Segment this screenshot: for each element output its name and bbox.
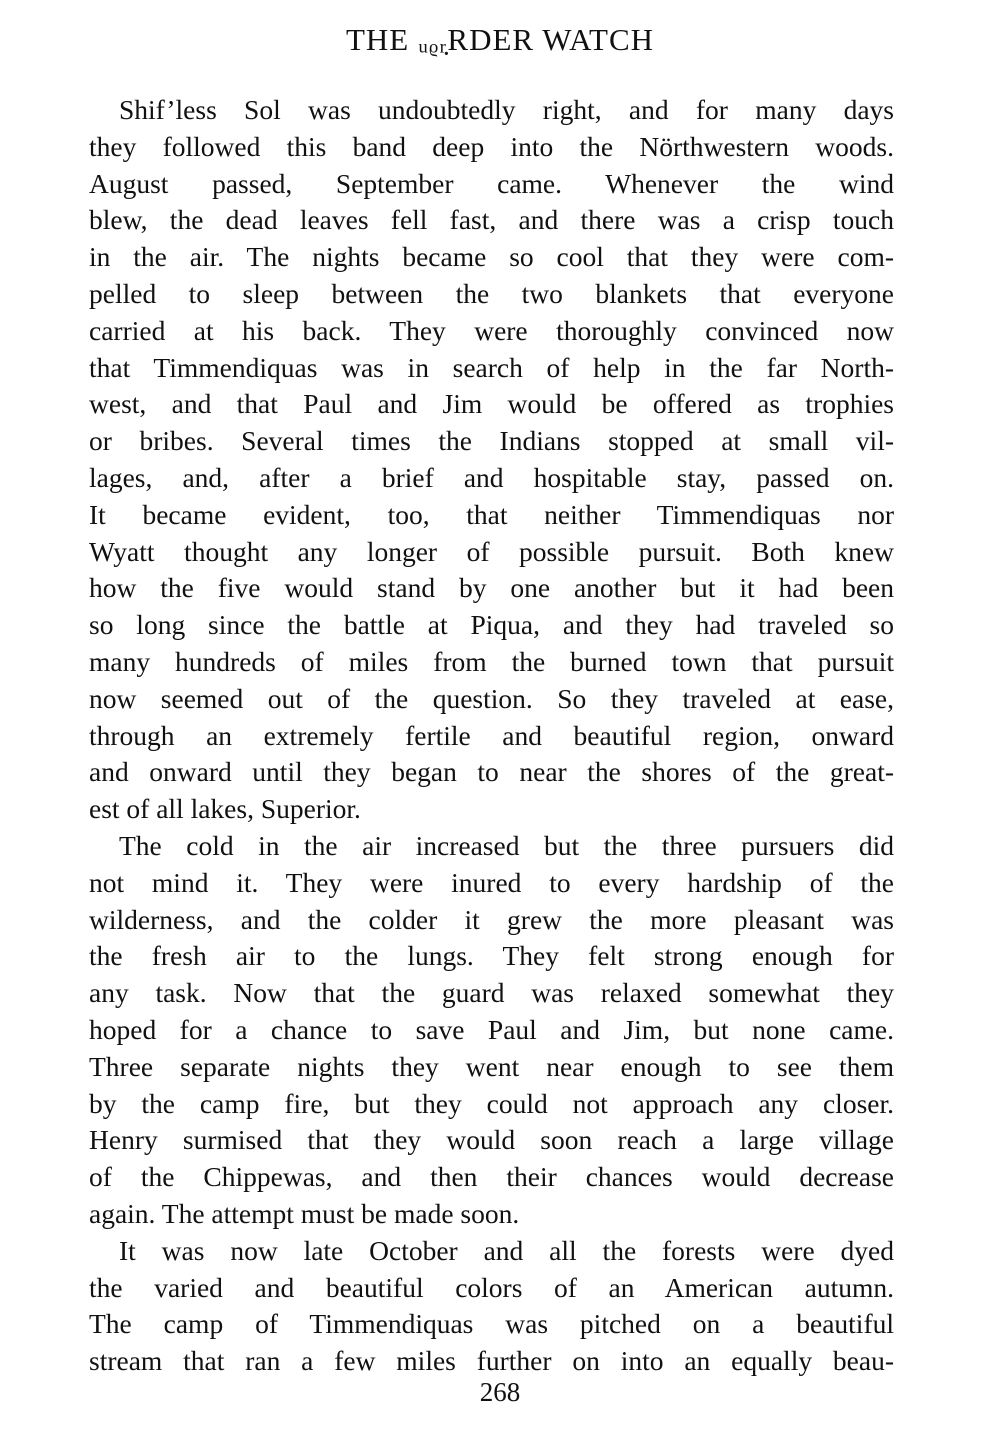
text-line: blew, the dead leaves fell fast, and there was a crisp touch	[89, 204, 894, 236]
text-line: The cold in the air increased but the three pursuers did	[119, 829, 894, 861]
text-line: again. The attempt must be made soon.	[89, 1197, 520, 1229]
text-line: the varied and beautiful colors of an American autumn.	[89, 1271, 894, 1303]
text-line: lages, and, after a brief and hospitable stay, passed on.	[89, 461, 894, 493]
text-line: It was now late October and all the forests were dyed	[119, 1234, 894, 1266]
text-line: wilderness, and the colder it grew the more pleasant was	[89, 903, 894, 935]
page-number: 268	[479, 1377, 521, 1407]
paragraph-3	[89, 1233, 894, 1380]
text-line: that Timmendiquas was in search of help in the far North-	[89, 351, 894, 383]
text-line: the fresh air to the lungs. They felt strong enough for	[89, 940, 894, 972]
text-line: hoped for a chance to save Paul and Jim, but none came.	[89, 1013, 894, 1045]
text-line: Wyatt thought any longer of possible pursuit. Both knew	[89, 535, 894, 567]
text-line: carried at his back. They were thoroughly convinced now	[89, 314, 894, 346]
text-line: how the five would stand by one another but it had been	[89, 572, 894, 604]
text-line: and onward until they began to near the shores of the great-	[89, 756, 894, 788]
text-line: by the camp fire, but they could not approach any closer.	[89, 1087, 894, 1119]
text-line: pelled to sleep between the two blankets that everyone	[89, 277, 894, 309]
text-line: Shif’less Sol was undoubtedly right, and for many days	[119, 94, 894, 125]
text-line: so long since the battle at Piqua, and they had traveled so	[89, 609, 894, 641]
text-line: through an extremely fertile and beautiful region, onward	[89, 719, 894, 751]
paragraph-1	[89, 92, 894, 828]
text-line: in the air. The nights became so cool that they were com-	[89, 241, 894, 273]
text-line: they followed this band deep into the Nörthwestern woods.	[89, 130, 894, 162]
text-line: Henry surmised that they would soon reach a large village	[89, 1124, 894, 1156]
text-line: now seemed out of the question. So they traveled at ease,	[89, 682, 894, 714]
text-line: Three separate nights they went near enough to see them	[89, 1050, 894, 1082]
text-line: west, and that Paul and Jim would be offered as trophies	[89, 388, 894, 420]
text-line: or bribes. Several times the Indians stopped at small vil-	[89, 425, 894, 457]
body-text	[89, 92, 894, 1380]
text-line: stream that ran a few miles further on into an equally beau-	[89, 1345, 894, 1377]
running-head: THE ᵤᵨᵣ̣RDER WATCH	[345, 22, 655, 57]
text-line: many hundreds of miles from the burned town that pursuit	[89, 645, 894, 677]
paragraph-2	[89, 828, 894, 1233]
text-line: August passed, September came. Whenever the wind	[89, 167, 894, 199]
text-line: any task. Now that the guard was relaxed somewhat they	[89, 977, 894, 1009]
text-line: The camp of Timmendiquas was pitched on a beautiful	[89, 1308, 894, 1340]
text-line: est of all lakes, Superior.	[89, 793, 361, 825]
text-line: of the Chippewas, and then their chances would decrease	[89, 1161, 894, 1193]
text-line: not mind it. They were inured to every hardship of the	[89, 866, 894, 898]
text-line: It became evident, too, that neither Timmendiquas nor	[89, 498, 894, 530]
